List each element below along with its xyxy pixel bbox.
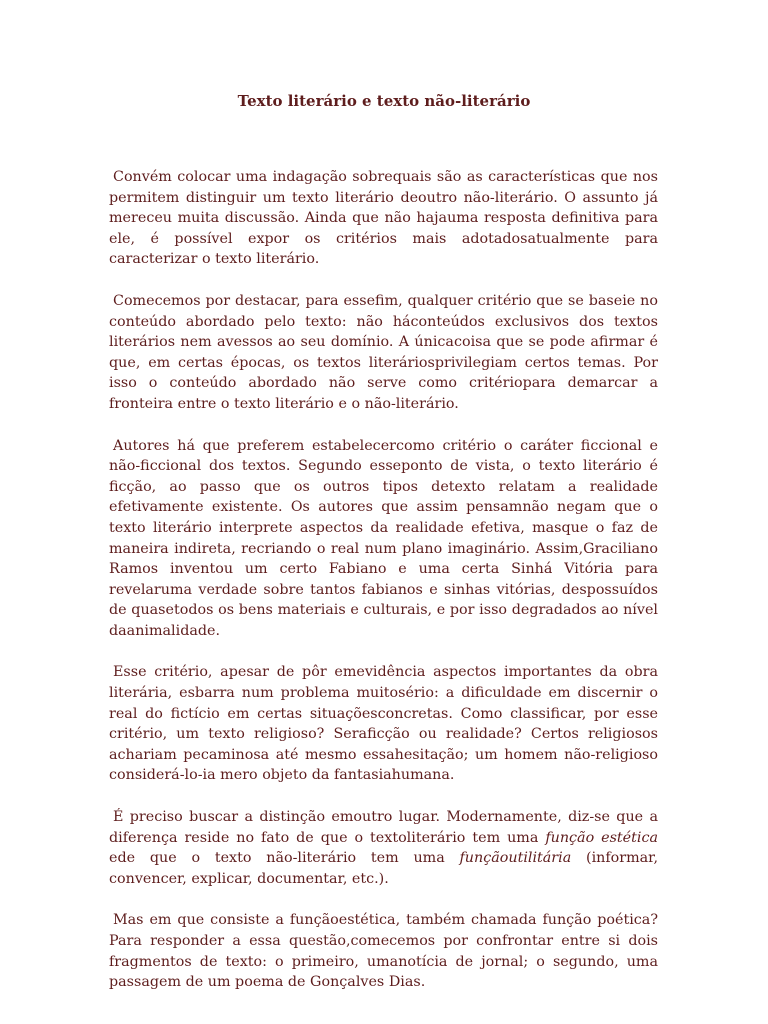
paragraph-6: Mas em que consiste a funçãoestética, também chamada função poética? Para responder a essa questão,comecemos por confrontar entre si dois fragmentos de texto: o primeiro, umanotícia de jornal; o segundo, uma passagem de um poema de Gonçalves Dias. xyxy=(109,912,658,991)
document-title: Texto literário e texto não-literário xyxy=(237,92,531,110)
paragraph-2: Comecemos por destacar, para essefim, qualquer critério que se baseie no conteúdo abordado pelo texto: não háconteúdos exclusivos dos textos literários nem avessos ao seu domínio. A únicacoisa que se pode afirmar é que, em certas épocas, os textos literáriosprivilegiam certos temas. Por isso o conteúdo abordado não serve como critériopara demarcar a fronteira entre o texto literário e o não-literário. xyxy=(109,292,658,412)
paragraph-5-text-b: ede que o texto não-literário tem uma xyxy=(109,850,460,867)
paragraph-1: Convém colocar uma indagação sobrequais são as características que nos permitem distinguir um texto literário deoutro não-literário. O assunto já mereceu muita discussão. Ainda que não hajauma resposta definitiva para ele, é possível expor os critérios mais adotadosatualmente para caracterizar o texto literário. xyxy=(109,169,658,268)
paragraph-5 xyxy=(109,807,658,889)
emphasis-funcao-utilitaria: funçãoutilitária xyxy=(459,850,572,867)
paragraph-5-text-c: (informar, convencer, explicar, documentar, etc.). xyxy=(109,850,658,887)
document-body xyxy=(109,167,658,1014)
emphasis-funcao-estetica: função estética xyxy=(545,829,658,846)
paragraph-4: Esse critério, apesar de pôr emevidência aspectos importantes da obra literária, esbarra num problema muitosério: a dificuldade em discernir o real do fictício em certas situaçõesconcretas. Como classificar, por esse critério, um texto religioso? Seraficção ou realidade? Certos religiosos achariam pecaminosa até mesmo essahesitação; um homem não-religioso considerá-lo-ia mero objeto da fantasiahumana. xyxy=(109,664,658,784)
paragraph-3: Autores há que preferem estabelecercomo critério o caráter ficcional e não-ficcional dos textos. Segundo esseponto de vista, o texto literário é ficção, ao passo que os outros tipos detexto relatam a realidade efetivamente existente. Os autores que assim pensamnão negam que o texto literário interprete aspectos da realidade efetiva, masque o faz de maneira indireta, recriando o real num plano imaginário. Assim,Graciliano Ramos inventou um certo Fabiano e uma certa Sinhá Vitória para revelaruma verdade sobre tantos fabianos e sinhas vitórias, despossuídos de quasetodos os bens materiais e culturais, e por isso degradados ao nível daanimalidade. xyxy=(109,437,658,639)
paragraph-5-text-a: É preciso buscar a distinção emoutro lugar. Modernamente, diz-se que a diferença reside no fato de que o textoliterário tem uma xyxy=(109,809,658,846)
